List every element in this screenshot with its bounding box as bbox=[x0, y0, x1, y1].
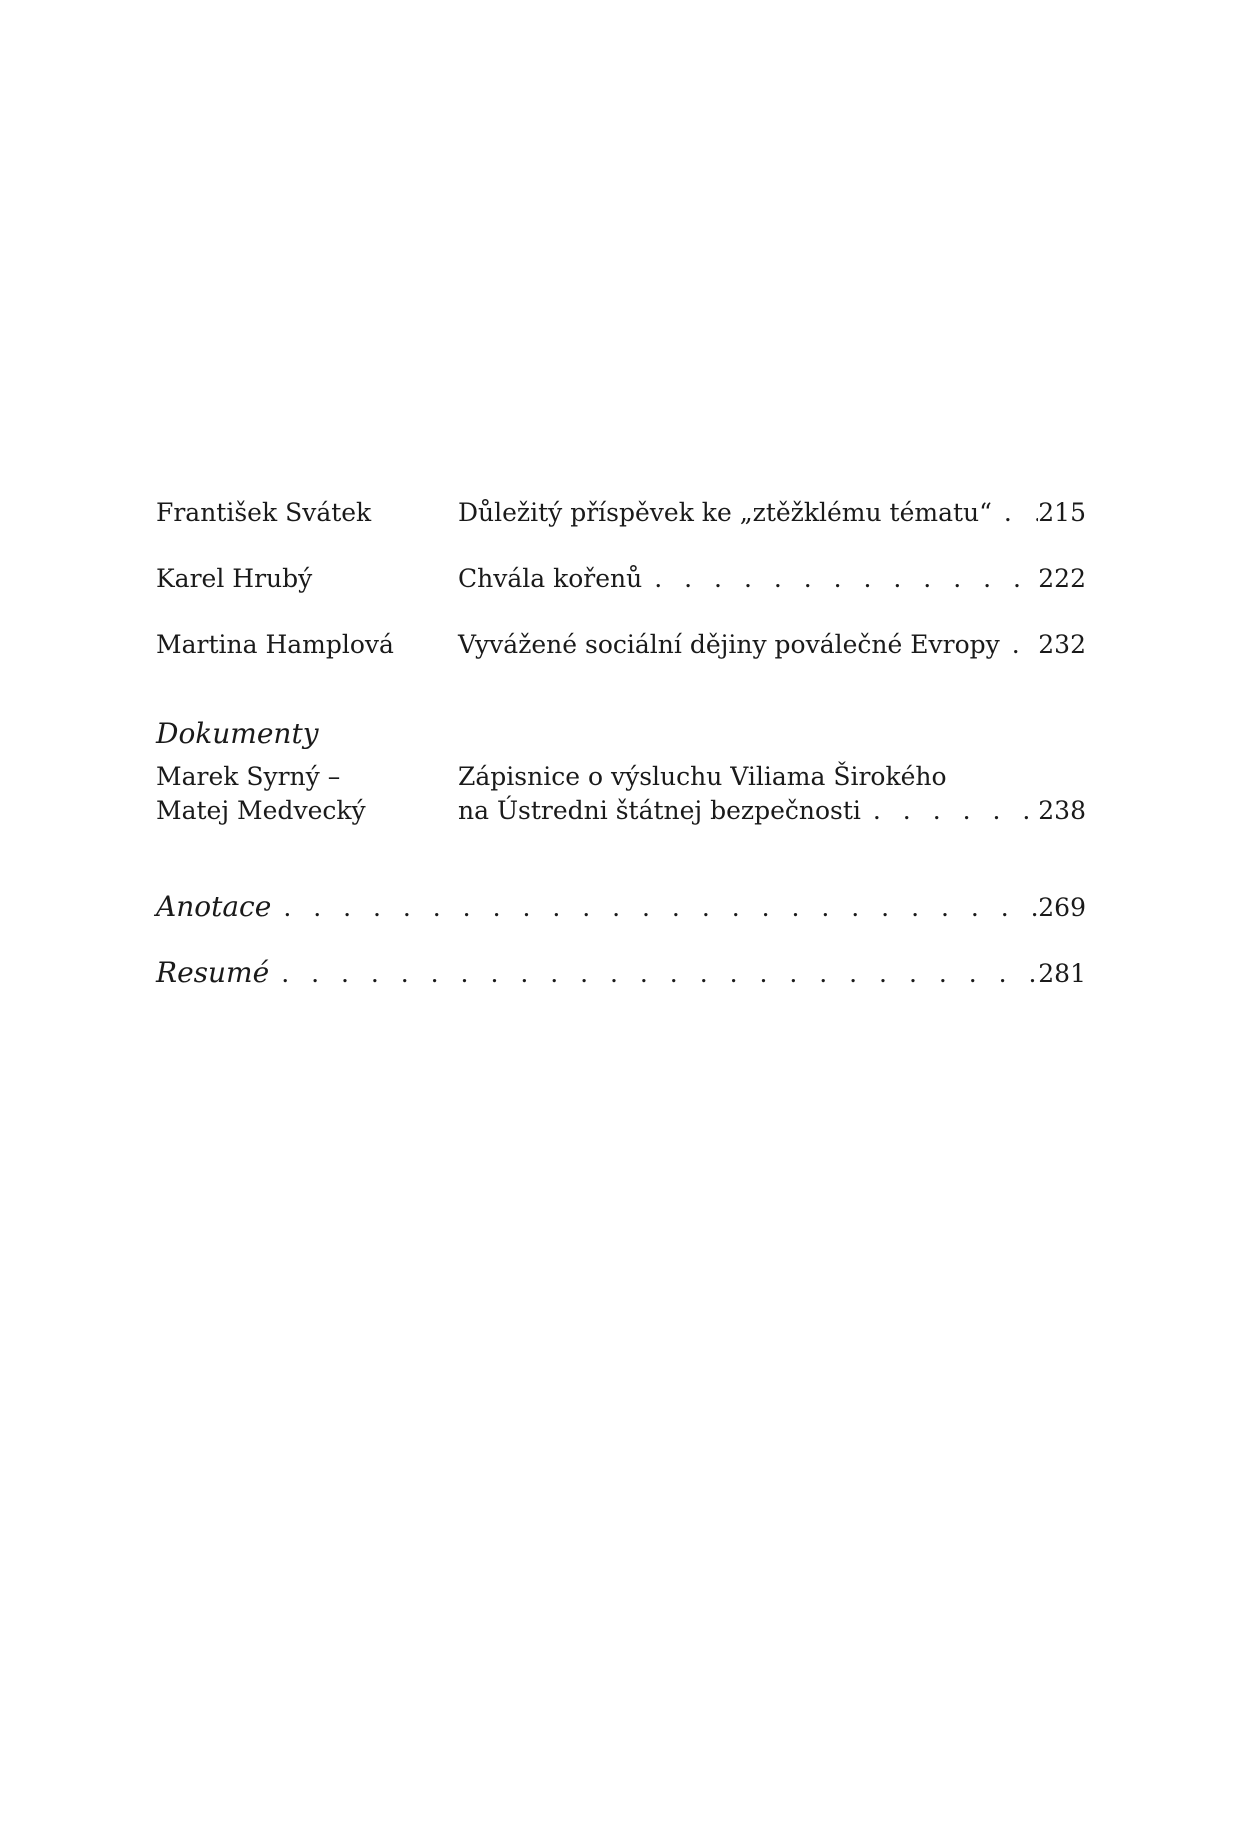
dot-leader bbox=[269, 957, 1038, 991]
dot-leader bbox=[1000, 628, 1039, 662]
toc-author: František Svátek bbox=[156, 498, 372, 527]
toc-author: Martina Hamplová bbox=[156, 630, 394, 659]
dot-leader bbox=[861, 794, 1038, 828]
dot-leader bbox=[271, 891, 1038, 925]
toc-title: Vyvážené sociální dějiny poválečné Evropy bbox=[458, 630, 1000, 659]
toc-page-number: 222 bbox=[1038, 564, 1086, 593]
toc-title: Chvála kořenů bbox=[458, 564, 643, 593]
toc-page-number: 269 bbox=[1038, 893, 1086, 922]
toc-page-number: 281 bbox=[1038, 959, 1086, 988]
section-heading-dokumenty: Dokumenty bbox=[156, 717, 319, 750]
toc-title: na Ústredni štátnej bezpečnosti bbox=[458, 796, 861, 825]
toc-page-number: 232 bbox=[1038, 630, 1086, 659]
toc-entry-anotace[interactable] bbox=[156, 890, 1086, 924]
toc-entry[interactable] bbox=[156, 760, 1086, 828]
toc-author: Matej Medvecký bbox=[156, 796, 366, 825]
toc-page-number: 215 bbox=[1038, 498, 1086, 527]
toc-title: Resumé bbox=[156, 956, 270, 989]
dot-leader bbox=[642, 562, 1038, 596]
toc-author: Karel Hrubý bbox=[156, 564, 313, 593]
toc-title: Anotace bbox=[156, 890, 272, 923]
toc-title: Důležitý příspěvek ke „ztěžklému tématu“ bbox=[458, 498, 992, 527]
toc-title: Zápisnice o výsluchu Viliama Širokého bbox=[458, 762, 947, 791]
toc-author: Marek Syrný – bbox=[156, 762, 341, 791]
toc-page-number: 238 bbox=[1038, 796, 1086, 825]
dot-leader bbox=[992, 496, 1038, 530]
toc-entry-resume[interactable] bbox=[156, 956, 1086, 990]
